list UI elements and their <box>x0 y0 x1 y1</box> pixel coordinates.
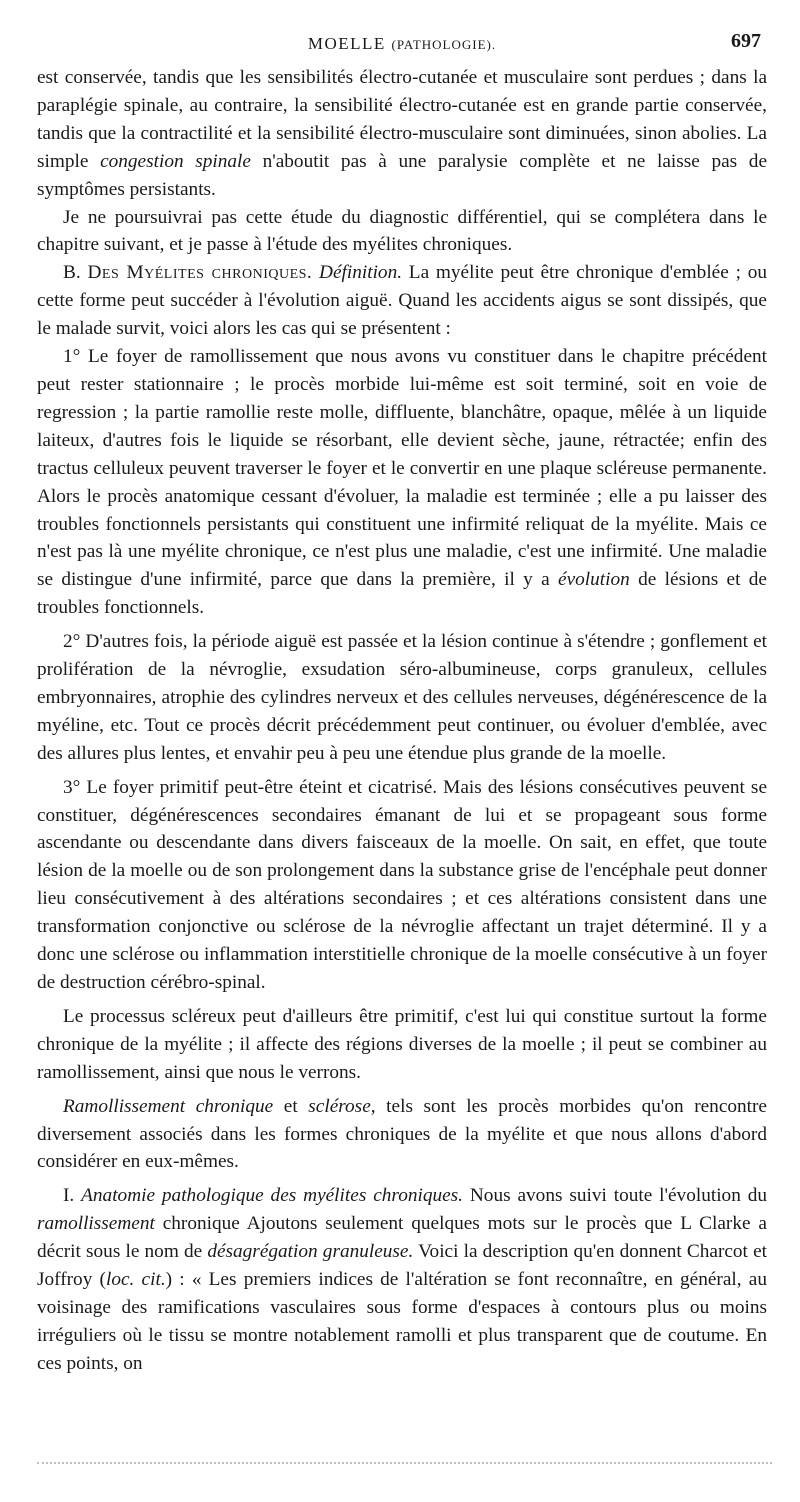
page-header <box>37 28 767 64</box>
paragraph-sclerose: Le processus scléreux peut d'ailleurs être primitif, c'est lui qui constitue surtout la forme chronique de la myélite ; il affecte des régions diverses de la moelle ; il peut se combiner au ramollissement, ainsi que nous le verrons. <box>37 1005 767 1083</box>
list-item-2: 2° D'autres fois, la période aiguë est passée et la lésion continue à s'étendre ; gonflement et prolifération de la névroglie, exsudation séro-albumineuse, corps granuleux, cellules embryonnaires, atrophie des cylindres nerveux et des cellules nerveuses, dégénérescence de la myéline, etc. Tout ce procès décrit précédemment peut continuer, ou évoluer d'emblée, avec des allures plus lentes, et envahir peu à peu une étendue plus grande de la moelle. <box>37 631 767 764</box>
book-page <box>37 28 767 1468</box>
section-heading-b: B. Des Myélites chroniques. Définition. La myélite peut être chronique d'emblée ; ou cette forme peut succéder à l'évolution aiguë. Quand les accidents aigus se sont dissipés, que le malade survit, voici alors les cas qui se présentent : <box>37 262 767 340</box>
body-text <box>37 64 767 1378</box>
paragraph-proces: Ramollissement chronique et sclérose, tels sont les procès morbides qu'on rencontre diversement associés dans les formes chroniques de la myélite et que nous allons d'abord considérer en eux-mêmes. <box>37 1095 767 1173</box>
running-title-subtitle: (PATHOLOGIE). <box>391 37 497 52</box>
paragraph-transition: Je ne poursuivrai pas cette étude du diagnostic différentiel, qui se complétera dans le chapitre suivant, et je passe à l'étude des myélites chroniques. <box>37 206 767 256</box>
paragraph-continuation: est conservée, tandis que les sensibilités électro-cutanée et musculaire sont perdues ; dans la paraplégie spinale, au contraire, la sensibilité électro-cutanée est en grande partie conservée, tandis que la contractilité et la sensibilité électro-musculaire sont diminuées, sinon abolies. La simple congestion spinale n'aboutit pas à une paralysie complète et ne laisse pas de symptômes persistants. <box>37 67 768 200</box>
page-number: 697 <box>731 30 761 52</box>
bleed-through-rule <box>37 1462 772 1464</box>
running-title-text: MOELLE <box>307 34 386 53</box>
list-item-3: 3° Le foyer primitif peut-être éteint et cicatrisé. Mais des lésions consécutives peuvent se constituer, dégénérescences secondaires émanant de lui et se propageant sous forme ascendante ou descendante dans divers faisceaux de la moelle. On sait, en effet, que toute lésion de la moelle ou de son prolongement dans la substance grise de l'encéphale peut donner lieu consécutivement à des altérations secondaires ; et ces altérations consistent dans une transformation conjonctive ou sclérose de la névroglie affectant un trajet déterminé. Il y a donc une sclérose ou inflammation interstitielle chronique de la moelle consécutive à un foyer de destruction cérébro-spinal. <box>37 776 767 993</box>
running-title <box>37 34 767 54</box>
section-anatomie: I. Anatomie pathologique des myélites chroniques. Nous avons suivi toute l'évolution du ramollissement chronique Ajoutons seulement quelques mots sur le procès que L Clarke a décrit sous le nom de désagrégation granuleuse. Voici la description qu'en donnent Charcot et Joffroy (loc. cit.) : « Les premiers indices de l'altération se font reconnaître, en général, au voisinage des ramifications vasculaires sous forme d'espaces à contours plus ou moins irréguliers où le tissu se montre notablement ramolli et plus transparent que de coutume. En ces points, on <box>37 1185 767 1374</box>
list-item-1: 1° Le foyer de ramollissement que nous avons vu constituer dans le chapitre précédent peut rester stationnaire ; le procès morbide lui-même est soit terminé, soit en voie de regression ; la partie ramollie reste molle, diffluente, blanchâtre, opaque, mêlée à un liquide laiteux, d'autres fois le liquide se résorbant, elle devient sèche, jaune, rétractée; enfin des tractus celluleux peuvent traverser le foyer et le convertir en une plaque scléreuse permanente. Alors le procès anatomique cessant d'évoluer, la maladie est terminée ; elle a pu laisser des troubles fonctionnels persistants qui constituent une infirmité reliquat de la myélite. Mais ce n'est pas là une myélite chronique, ce n'est plus une maladie, c'est une infirmité. Une maladie se distingue d'une infirmité, parce que dans la première, il y a évolution de lésions et de troubles fonctionnels. <box>37 346 767 619</box>
